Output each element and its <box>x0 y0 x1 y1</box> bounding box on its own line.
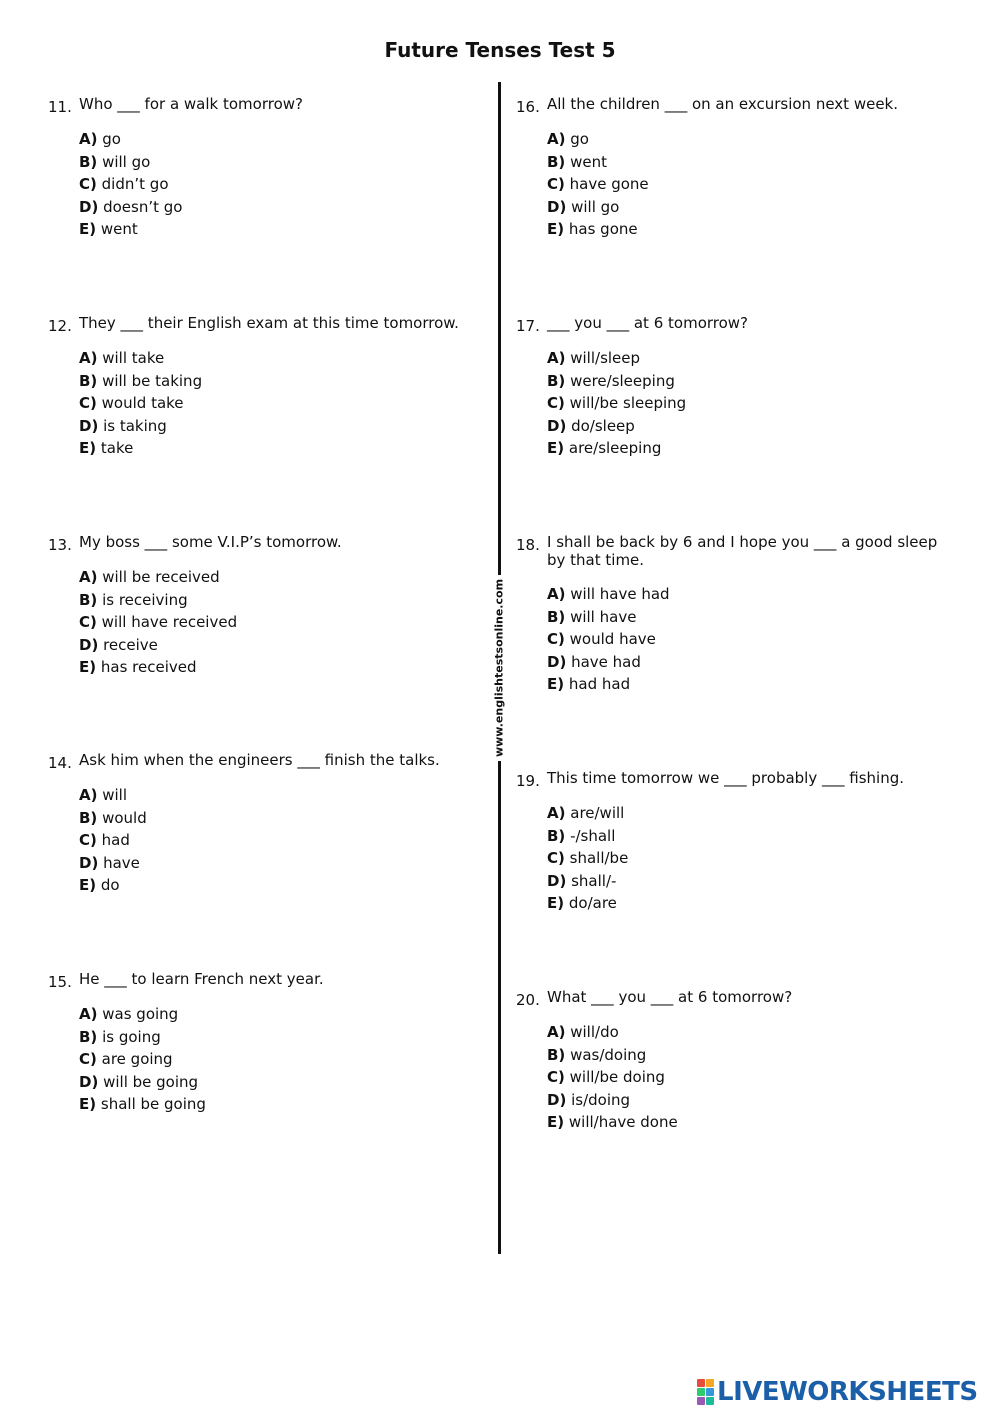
answer-option[interactable] <box>79 1093 206 1116</box>
answer-options <box>547 128 649 241</box>
option-letter: C) <box>79 831 97 850</box>
answer-option[interactable] <box>79 874 147 897</box>
option-text: will go <box>571 197 620 216</box>
answer-option[interactable] <box>79 1071 206 1094</box>
option-text: will have received <box>101 613 238 632</box>
option-text: would <box>102 808 147 827</box>
answer-options <box>79 128 182 241</box>
question-number: 18. <box>516 536 540 554</box>
answer-option[interactable] <box>547 218 649 241</box>
option-letter: A) <box>547 1023 566 1041</box>
option-text: go <box>570 130 589 148</box>
option-letter: D) <box>79 197 99 216</box>
option-text: have had <box>571 652 641 671</box>
answer-option[interactable] <box>79 1003 206 1026</box>
option-letter: E) <box>79 220 97 239</box>
question-text: I shall be back by 6 and I hope you ___ a good sleep by that time. <box>547 533 938 569</box>
answer-option[interactable] <box>547 392 686 415</box>
answer-option[interactable] <box>79 151 182 174</box>
option-letter: B) <box>547 607 566 626</box>
answer-options <box>79 566 237 679</box>
question-text: What ___ you ___ at 6 tomorrow? <box>547 988 793 1006</box>
answer-option[interactable] <box>547 1044 678 1067</box>
option-letter: B) <box>547 1045 566 1064</box>
option-letter: D) <box>79 635 99 654</box>
option-letter: E) <box>547 220 565 239</box>
option-letter: D) <box>79 416 99 435</box>
option-text: will take <box>102 349 165 367</box>
answer-option[interactable] <box>547 151 649 174</box>
option-text: will have <box>570 607 637 626</box>
option-text: shall be going <box>100 1095 206 1114</box>
answer-options <box>547 583 670 696</box>
option-letter: C) <box>79 394 97 413</box>
option-text: was going <box>102 1005 179 1023</box>
answer-option[interactable] <box>79 128 182 151</box>
answer-option[interactable] <box>547 1066 678 1089</box>
logo-square <box>697 1397 705 1405</box>
option-letter: D) <box>547 652 567 671</box>
answer-option[interactable] <box>547 370 686 393</box>
answer-options <box>547 347 686 460</box>
answer-option[interactable] <box>79 173 182 196</box>
option-letter: C) <box>79 175 97 194</box>
option-text: would have <box>569 630 656 649</box>
option-letter: A) <box>547 130 566 148</box>
answer-option[interactable] <box>547 802 628 825</box>
option-letter: A) <box>79 130 98 148</box>
answer-option[interactable] <box>547 651 670 674</box>
liveworksheets-logo[interactable] <box>697 1376 978 1408</box>
answer-option[interactable] <box>547 606 670 629</box>
question-text: They ___ their English exam at this time tomorrow. <box>79 314 459 332</box>
answer-option[interactable] <box>79 437 202 460</box>
option-text: is/doing <box>571 1090 631 1109</box>
option-text: will go <box>102 152 151 171</box>
option-text: will/have done <box>568 1113 678 1132</box>
option-text: have <box>103 853 140 872</box>
option-letter: B) <box>79 1027 98 1046</box>
answer-option[interactable] <box>79 656 237 679</box>
question-text: He ___ to learn French next year. <box>79 970 324 988</box>
option-letter: E) <box>547 894 565 913</box>
option-letter: B) <box>547 826 566 845</box>
answer-option[interactable] <box>79 347 202 370</box>
answer-option[interactable] <box>547 415 686 438</box>
option-letter: E) <box>79 658 97 677</box>
option-text: went <box>570 152 607 171</box>
answer-options <box>547 1021 678 1134</box>
logo-square <box>697 1379 705 1387</box>
option-text: will be taking <box>102 371 203 390</box>
answer-option[interactable] <box>79 829 147 852</box>
logo-text: LIVEWORKSHEETS <box>717 1377 978 1407</box>
option-text: is going <box>102 1027 161 1046</box>
option-text: will/be doing <box>569 1068 665 1087</box>
option-text: will <box>102 786 128 804</box>
option-letter: B) <box>79 371 98 390</box>
option-letter: B) <box>79 808 98 827</box>
answer-option[interactable] <box>547 847 628 870</box>
option-text: has received <box>100 658 197 677</box>
option-letter: E) <box>547 1113 565 1132</box>
answer-option[interactable] <box>79 218 182 241</box>
option-letter: C) <box>547 175 565 194</box>
question-number: 11. <box>48 98 72 116</box>
answer-option[interactable] <box>547 1111 678 1134</box>
option-letter: C) <box>547 630 565 649</box>
option-text: will/be sleeping <box>569 394 687 413</box>
answer-option[interactable] <box>547 583 670 606</box>
option-text: will be received <box>102 568 220 586</box>
option-text: would take <box>101 394 184 413</box>
answer-option[interactable] <box>547 825 628 848</box>
question-number: 13. <box>48 536 72 554</box>
logo-square <box>706 1388 714 1396</box>
option-letter: D) <box>547 1090 567 1109</box>
answer-option[interactable] <box>547 128 649 151</box>
answer-option[interactable] <box>547 173 649 196</box>
question-number: 17. <box>516 317 540 335</box>
answer-option[interactable] <box>79 415 202 438</box>
answer-option[interactable] <box>79 370 202 393</box>
option-text: are/will <box>570 804 625 822</box>
option-text: had had <box>568 675 631 694</box>
option-text: didn’t go <box>101 175 169 194</box>
answer-option[interactable] <box>79 611 237 634</box>
logo-grid-icon <box>697 1379 714 1405</box>
answer-option[interactable] <box>547 892 628 915</box>
answer-options <box>547 802 628 915</box>
answer-option[interactable] <box>79 1048 206 1071</box>
question-text: This time tomorrow we ___ probably ___ fishing. <box>547 769 904 787</box>
option-letter: B) <box>79 590 98 609</box>
option-letter: E) <box>547 439 565 458</box>
option-letter: C) <box>547 394 565 413</box>
option-letter: C) <box>547 1068 565 1087</box>
option-letter: A) <box>547 585 566 603</box>
option-letter: A) <box>79 1005 98 1023</box>
option-text: has gone <box>568 220 638 239</box>
answer-option[interactable] <box>79 852 147 875</box>
option-text: had <box>101 831 130 850</box>
option-letter: B) <box>547 371 566 390</box>
question-text: My boss ___ some V.I.P’s tomorrow. <box>79 533 342 551</box>
answer-option[interactable] <box>547 1021 678 1044</box>
answer-option[interactable] <box>79 589 237 612</box>
option-text: do/sleep <box>571 416 635 435</box>
option-letter: B) <box>547 152 566 171</box>
option-text: is receiving <box>102 590 188 609</box>
answer-option[interactable] <box>547 196 649 219</box>
option-letter: D) <box>79 853 99 872</box>
answer-option[interactable] <box>79 807 147 830</box>
option-text: is taking <box>103 416 167 435</box>
logo-square <box>706 1397 714 1405</box>
answer-options <box>79 784 147 897</box>
answer-options <box>79 1003 206 1116</box>
option-text: will be going <box>103 1072 199 1091</box>
answer-option[interactable] <box>79 634 237 657</box>
question-text: Who ___ for a walk tomorrow? <box>79 95 303 113</box>
option-letter: E) <box>79 439 97 458</box>
option-letter: A) <box>547 804 566 822</box>
option-letter: D) <box>547 197 567 216</box>
option-text: have gone <box>569 175 649 194</box>
page-title: Future Tenses Test 5 <box>384 38 616 62</box>
question-number: 16. <box>516 98 540 116</box>
option-text: doesn’t go <box>103 197 183 216</box>
option-letter: D) <box>79 1072 99 1091</box>
answer-option[interactable] <box>79 392 202 415</box>
option-text: shall/be <box>569 849 629 868</box>
option-text: do/are <box>568 894 617 913</box>
answer-option[interactable] <box>79 196 182 219</box>
logo-square <box>706 1379 714 1387</box>
option-letter: C) <box>79 613 97 632</box>
question-number: 15. <box>48 973 72 991</box>
option-letter: A) <box>79 786 98 804</box>
option-text: went <box>100 220 138 239</box>
option-text: are/sleeping <box>568 439 662 458</box>
option-text: will have had <box>570 585 670 603</box>
option-letter: A) <box>79 349 98 367</box>
option-letter: B) <box>79 152 98 171</box>
question-text: ___ you ___ at 6 tomorrow? <box>547 314 749 332</box>
option-text: was/doing <box>570 1045 647 1064</box>
question-number: 14. <box>48 754 72 772</box>
option-letter: A) <box>79 568 98 586</box>
option-text: go <box>102 130 121 148</box>
option-text: will/sleep <box>570 349 641 367</box>
option-text: are going <box>101 1050 173 1069</box>
option-letter: D) <box>547 416 567 435</box>
answer-option[interactable] <box>547 347 686 370</box>
answer-option[interactable] <box>79 566 237 589</box>
option-letter: A) <box>547 349 566 367</box>
option-text: -/shall <box>570 826 616 845</box>
option-text: will/do <box>570 1023 619 1041</box>
answer-options <box>79 347 202 460</box>
question-number: 12. <box>48 317 72 335</box>
question-text: All the children ___ on an excursion next week. <box>547 95 898 113</box>
option-letter: E) <box>79 1095 97 1114</box>
option-text: shall/- <box>571 871 617 890</box>
answer-option[interactable] <box>79 784 147 807</box>
option-text: take <box>100 439 134 458</box>
option-letter: E) <box>547 675 565 694</box>
option-text: receive <box>103 635 158 654</box>
option-letter: E) <box>79 876 97 895</box>
option-text: do <box>100 876 120 895</box>
answer-option[interactable] <box>547 870 628 893</box>
question-text: Ask him when the engineers ___ finish the talks. <box>79 751 440 769</box>
answer-option[interactable] <box>79 1026 206 1049</box>
answer-option[interactable] <box>547 628 670 651</box>
source-watermark: www.englishtestsonline.com <box>491 575 508 761</box>
answer-option[interactable] <box>547 1089 678 1112</box>
answer-option[interactable] <box>547 437 686 460</box>
option-text: were/sleeping <box>570 371 675 390</box>
answer-option[interactable] <box>547 673 670 696</box>
option-letter: C) <box>79 1050 97 1069</box>
question-number: 20. <box>516 991 540 1009</box>
logo-square <box>697 1388 705 1396</box>
option-letter: C) <box>547 849 565 868</box>
question-number: 19. <box>516 772 540 790</box>
option-letter: D) <box>547 871 567 890</box>
